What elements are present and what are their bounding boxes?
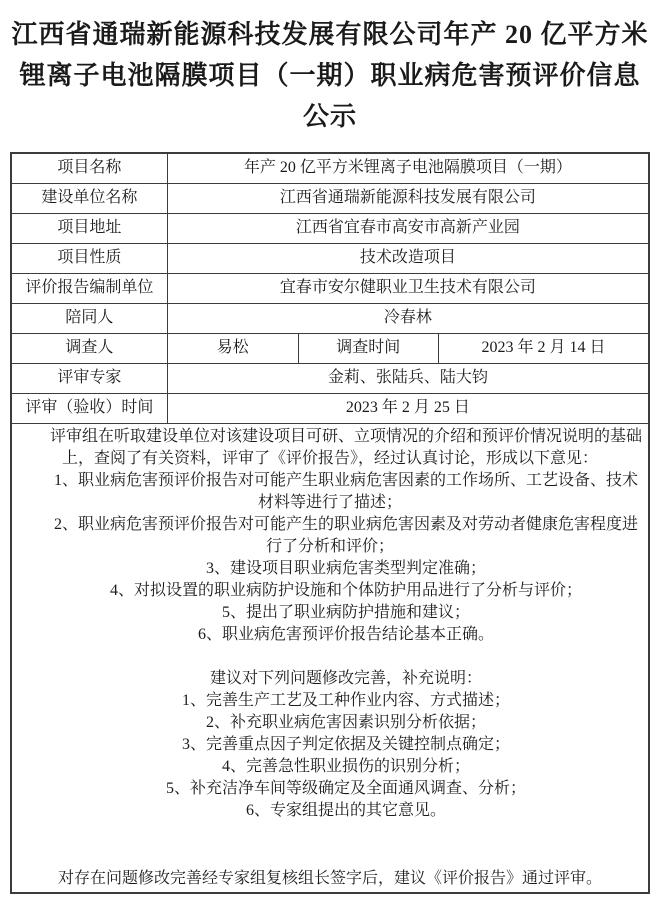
row-value: 江西省通瑞新能源科技发展有限公司: [167, 183, 649, 213]
table-row-company-name: [11, 183, 649, 213]
row-value: 年产 20 亿平方米锂离子电池隔膜项目（一期）: [167, 153, 649, 183]
row-label: 项目性质: [11, 243, 167, 273]
finding-item: 6、职业病危害预评价报告结论基本正确。: [197, 625, 494, 643]
suggestion-item: 3、完善重点因子判定依据及关键控制点确定；: [181, 735, 510, 753]
suggestion-item: 6、专家组提出的其它意见。: [245, 801, 446, 819]
table-row-review-time: [11, 393, 649, 423]
row-label: 评审专家: [11, 363, 167, 393]
table-row-project-address: [11, 213, 649, 243]
finding-item: 2、职业病危害预评价报告对可能产生的职业病危害因素及对劳动者健康危害程度进行了分析和评价；: [53, 515, 638, 555]
row-label: 陪同人: [11, 303, 167, 333]
review-opinion-cell: [11, 423, 649, 893]
row-value: 技术改造项目: [167, 243, 649, 273]
suggestion-item: 1、完善生产工艺及工种作业内容、方式描述；: [181, 691, 510, 709]
finding-item: 5、提出了职业病防护措施和建议；: [221, 603, 470, 621]
row-value: 金莉、张陆兵、陆大钧: [167, 363, 649, 393]
page-title: 江西省通瑞新能源科技发展有限公司年产 20 亿平方米锂离子电池隔膜项目（一期）职业病危害预评价信息公示: [11, 20, 649, 131]
finding-item: 3、建设项目职业病危害类型判定准确；: [205, 559, 486, 577]
suggestion-item: 2、补充职业病危害因素识别分析依据；: [205, 713, 486, 731]
table-row-project-nature: [11, 243, 649, 273]
info-table: [10, 152, 650, 894]
opinion-intro: 评审组在听取建设单位对该建设项目可研、立项情况的介绍和预评价情况说明的基础上，查阅了有关资料，评审了《评价报告》，经过认真讨论，形成以下意见：: [49, 427, 642, 467]
surveyor-label: 调查人: [11, 333, 167, 363]
survey-time-label: 调查时间: [298, 333, 438, 363]
table-row-accompanying-person: [11, 303, 649, 333]
row-label: 评审（验收）时间: [11, 393, 167, 423]
row-label: 项目名称: [11, 153, 167, 183]
table-row-surveyor: [11, 333, 649, 363]
conclusion-text: 对存在问题修改完善经专家组复核组长签字后，建议《评价报告》通过评审。: [57, 869, 602, 887]
suggestion-item: 5、补充洁净车间等级确定及全面通风调查、分析；: [165, 779, 526, 797]
survey-time-value: 2023 年 2 月 14 日: [438, 333, 649, 363]
row-value: 宜春市安尔健职业卫生技术有限公司: [167, 273, 649, 303]
row-label: 项目地址: [11, 213, 167, 243]
table-row-review-opinion: [11, 423, 649, 893]
blank-line: [16, 646, 644, 668]
table-row-project-name: [11, 153, 649, 183]
row-value: 2023 年 2 月 25 日: [167, 393, 649, 423]
suggestion-header: 建议对下列问题修改完善，补充说明：: [209, 669, 482, 687]
row-label: 建设单位名称: [11, 183, 167, 213]
row-value: 冷春林: [167, 303, 649, 333]
table-row-review-experts: [11, 363, 649, 393]
suggestion-item: 4、完善急性职业损伤的识别分析；: [221, 757, 470, 775]
row-label: 评价报告编制单位: [11, 273, 167, 303]
finding-item: 1、职业病危害预评价报告对可能产生职业病危害因素的工作场所、工艺设备、技术材料等进行了描述；: [53, 471, 638, 511]
surveyor-name: 易松: [167, 333, 298, 363]
finding-item: 4、对拟设置的职业病防护设施和个体防护用品进行了分析与评价；: [109, 581, 582, 599]
table-row-report-agency: [11, 273, 649, 303]
row-value: 江西省宜春市高安市高新产业园: [167, 213, 649, 243]
